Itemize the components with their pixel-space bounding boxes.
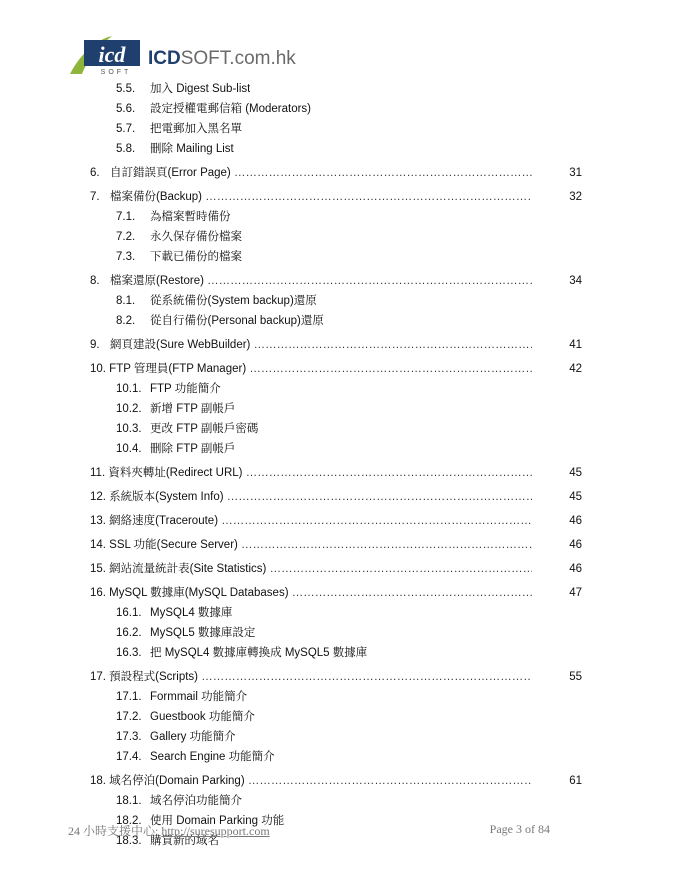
toc-page-number: 61 [569, 775, 582, 787]
toc-entry[interactable] [90, 667, 590, 687]
footer-support [68, 822, 270, 839]
toc-title: MySQL5 數據庫設定 [150, 627, 256, 639]
toc-number: 18.2. [116, 815, 142, 827]
toc-number: 7.2. [116, 231, 136, 243]
toc-number: 6. [90, 167, 100, 179]
toc-number: 17.3. [116, 731, 142, 743]
toc-entry[interactable] [90, 535, 590, 555]
toc-entry[interactable] [90, 559, 590, 579]
toc-entry[interactable] [90, 335, 590, 355]
toc-subentry[interactable] [90, 643, 590, 663]
toc-number: 17.4. [116, 751, 142, 763]
brand-rest: SOFT.com.hk [180, 48, 296, 69]
toc-title: 自訂錯誤頁(Error Page) …………………………………………………………………………………………………………………………………… [110, 163, 532, 183]
page-footer [68, 822, 550, 840]
toc-title: Search Engine 功能簡介 [150, 751, 275, 763]
toc-entry[interactable] [90, 163, 590, 183]
toc-number: 7. [90, 191, 100, 203]
page-number: Page 3 of 84 [489, 822, 550, 836]
support-link[interactable]: http://suresupport.com [161, 824, 270, 838]
toc-page-number: 45 [569, 491, 582, 503]
toc-page-number: 34 [569, 275, 582, 287]
toc-subentry[interactable] [90, 379, 590, 399]
table-of-contents [90, 79, 590, 851]
toc-title: 新增 FTP 副帳戶 [150, 403, 236, 415]
toc-title: 使用 Domain Parking 功能 [150, 815, 285, 827]
toc-title: 更改 FTP 副帳戶密碼 [150, 423, 259, 435]
toc-title: 18. 域名停泊(Domain Parking) …………………………………………………………………………………………………………………………………… [90, 771, 532, 791]
toc-subentry[interactable] [90, 207, 590, 227]
toc-title: 從自行備份(Personal backup)還原 [150, 315, 324, 327]
toc-subentry[interactable] [90, 603, 590, 623]
toc-title: 14. SSL 功能(Secure Server) …………………………………………………………………………………………………………………………………… [90, 535, 532, 555]
toc-number: 17.1. [116, 691, 142, 703]
toc-title: 檔案備份(Backup) …………………………………………………………………………………………………………………………………… [110, 187, 532, 207]
logo-mark-text: icd [98, 42, 126, 67]
toc-page-number: 42 [569, 363, 582, 375]
toc-number: 18.3. [116, 835, 142, 847]
toc-subentry[interactable] [90, 623, 590, 643]
toc-number: 16.3. [116, 647, 142, 659]
toc-title: FTP 功能簡介 [150, 383, 221, 395]
toc-subentry[interactable] [90, 227, 590, 247]
toc-title: 13. 網絡速度(Traceroute) …………………………………………………………………………………………………………………………………… [90, 511, 532, 531]
toc-number: 5.5. [116, 83, 136, 95]
toc-entry[interactable] [90, 511, 590, 531]
toc-entry[interactable] [90, 771, 590, 791]
toc-number: 7.3. [116, 251, 136, 263]
toc-page-number: 46 [569, 515, 582, 527]
toc-number: 7.1. [116, 211, 136, 223]
header-logo [68, 34, 308, 78]
toc-number: 10.2. [116, 403, 142, 415]
toc-subentry[interactable] [90, 727, 590, 747]
toc-entry[interactable] [90, 487, 590, 507]
toc-entry[interactable] [90, 187, 590, 207]
toc-title: Guestbook 功能簡介 [150, 711, 255, 723]
toc-number: 8.1. [116, 295, 136, 307]
toc-title: 17. 預設程式(Scripts) …………………………………………………………………………………………………………………………………… [90, 667, 532, 687]
toc-number: 10.1. [116, 383, 142, 395]
toc-page-number: 55 [569, 671, 582, 683]
toc-title: 15. 網站流量統計表(Site Statistics) …………………………………………………………………………………………………………………………………… [90, 559, 532, 579]
toc-title: 刪除 FTP 副帳戶 [150, 443, 236, 455]
toc-title: 永久保存備份檔案 [150, 231, 242, 243]
toc-number: 16.2. [116, 627, 142, 639]
toc-title: 16. MySQL 數據庫(MySQL Databases) …………………………………………………………………………………………………………………………………… [90, 583, 532, 603]
toc-entry[interactable] [90, 463, 590, 483]
toc-title: 刪除 Mailing List [150, 143, 234, 155]
toc-subentry[interactable] [90, 747, 590, 767]
toc-title: 設定授權電郵信箱 (Moderators) [150, 103, 312, 115]
icdsoft-logo-icon [68, 34, 142, 76]
brand-bold: ICD [148, 48, 181, 69]
toc-title: Gallery 功能簡介 [150, 731, 236, 743]
toc-title: 域名停泊功能簡介 [150, 795, 242, 807]
toc-subentry[interactable] [90, 247, 590, 267]
toc-number: 8.2. [116, 315, 136, 327]
toc-subentry[interactable] [90, 119, 590, 139]
toc-title: 加入 Digest Sub-list [150, 83, 251, 95]
toc-entry[interactable] [90, 271, 590, 291]
toc-number: 16.1. [116, 607, 142, 619]
toc-page-number: 46 [569, 563, 582, 575]
toc-page-number: 32 [569, 191, 582, 203]
toc-number: 10.3. [116, 423, 142, 435]
toc-number: 5.8. [116, 143, 136, 155]
toc-subentry[interactable] [90, 687, 590, 707]
toc-title: 下載已備份的檔案 [150, 251, 242, 263]
toc-title: 11. 資料夾轉址(Redirect URL) …………………………………………………………………………………………………………………………………… [90, 463, 532, 483]
toc-subentry[interactable] [90, 79, 590, 99]
toc-number: 18.1. [116, 795, 142, 807]
toc-subentry[interactable] [90, 99, 590, 119]
toc-title: 檔案還原(Restore) …………………………………………………………………………………………………………………………………… [110, 271, 532, 291]
toc-subentry[interactable] [90, 311, 590, 331]
toc-number: 17.2. [116, 711, 142, 723]
toc-title: 10. FTP 管理員(FTP Manager) …………………………………………………………………………………………………………………………………… [90, 359, 532, 379]
toc-page-number: 41 [569, 339, 582, 351]
toc-subentry[interactable] [90, 291, 590, 311]
toc-subentry[interactable] [90, 791, 590, 811]
toc-subentry[interactable] [90, 419, 590, 439]
toc-number: 5.7. [116, 123, 136, 135]
toc-subentry[interactable] [90, 139, 590, 159]
toc-number: 10.4. [116, 443, 142, 455]
logo-sub-text: SOFT [100, 69, 132, 76]
brand-name [148, 48, 296, 70]
toc-subentry[interactable] [90, 707, 590, 727]
toc-page-number: 45 [569, 467, 582, 479]
toc-title: Formmail 功能簡介 [150, 691, 248, 703]
toc-number: 9. [90, 339, 100, 351]
toc-title: 網頁建設(Sure WebBuilder) …………………………………………………………………………………………………………………………………… [110, 335, 532, 355]
toc-entry[interactable] [90, 359, 590, 379]
toc-title: 為檔案暫時備份 [150, 211, 231, 223]
toc-number: 8. [90, 275, 100, 287]
toc-title: 把 MySQL4 數據庫轉換成 MySQL5 數據庫 [150, 647, 368, 659]
toc-subentry[interactable] [90, 439, 590, 459]
toc-number: 5.6. [116, 103, 136, 115]
toc-subentry[interactable] [90, 399, 590, 419]
toc-page-number: 31 [569, 167, 582, 179]
toc-title: 從系統備份(System backup)還原 [150, 295, 317, 307]
toc-title: 把電郵加入黑名單 [150, 123, 242, 135]
support-label: 24 小時支援中心: [68, 824, 162, 838]
toc-title: 購買新的域名 [150, 835, 219, 847]
toc-title: 12. 系統版本(System Info) …………………………………………………………………………………………………………………………………… [90, 487, 532, 507]
toc-title: MySQL4 數據庫 [150, 607, 233, 619]
toc-entry[interactable] [90, 583, 590, 603]
toc-page-number: 46 [569, 539, 582, 551]
toc-page-number: 47 [569, 587, 582, 599]
